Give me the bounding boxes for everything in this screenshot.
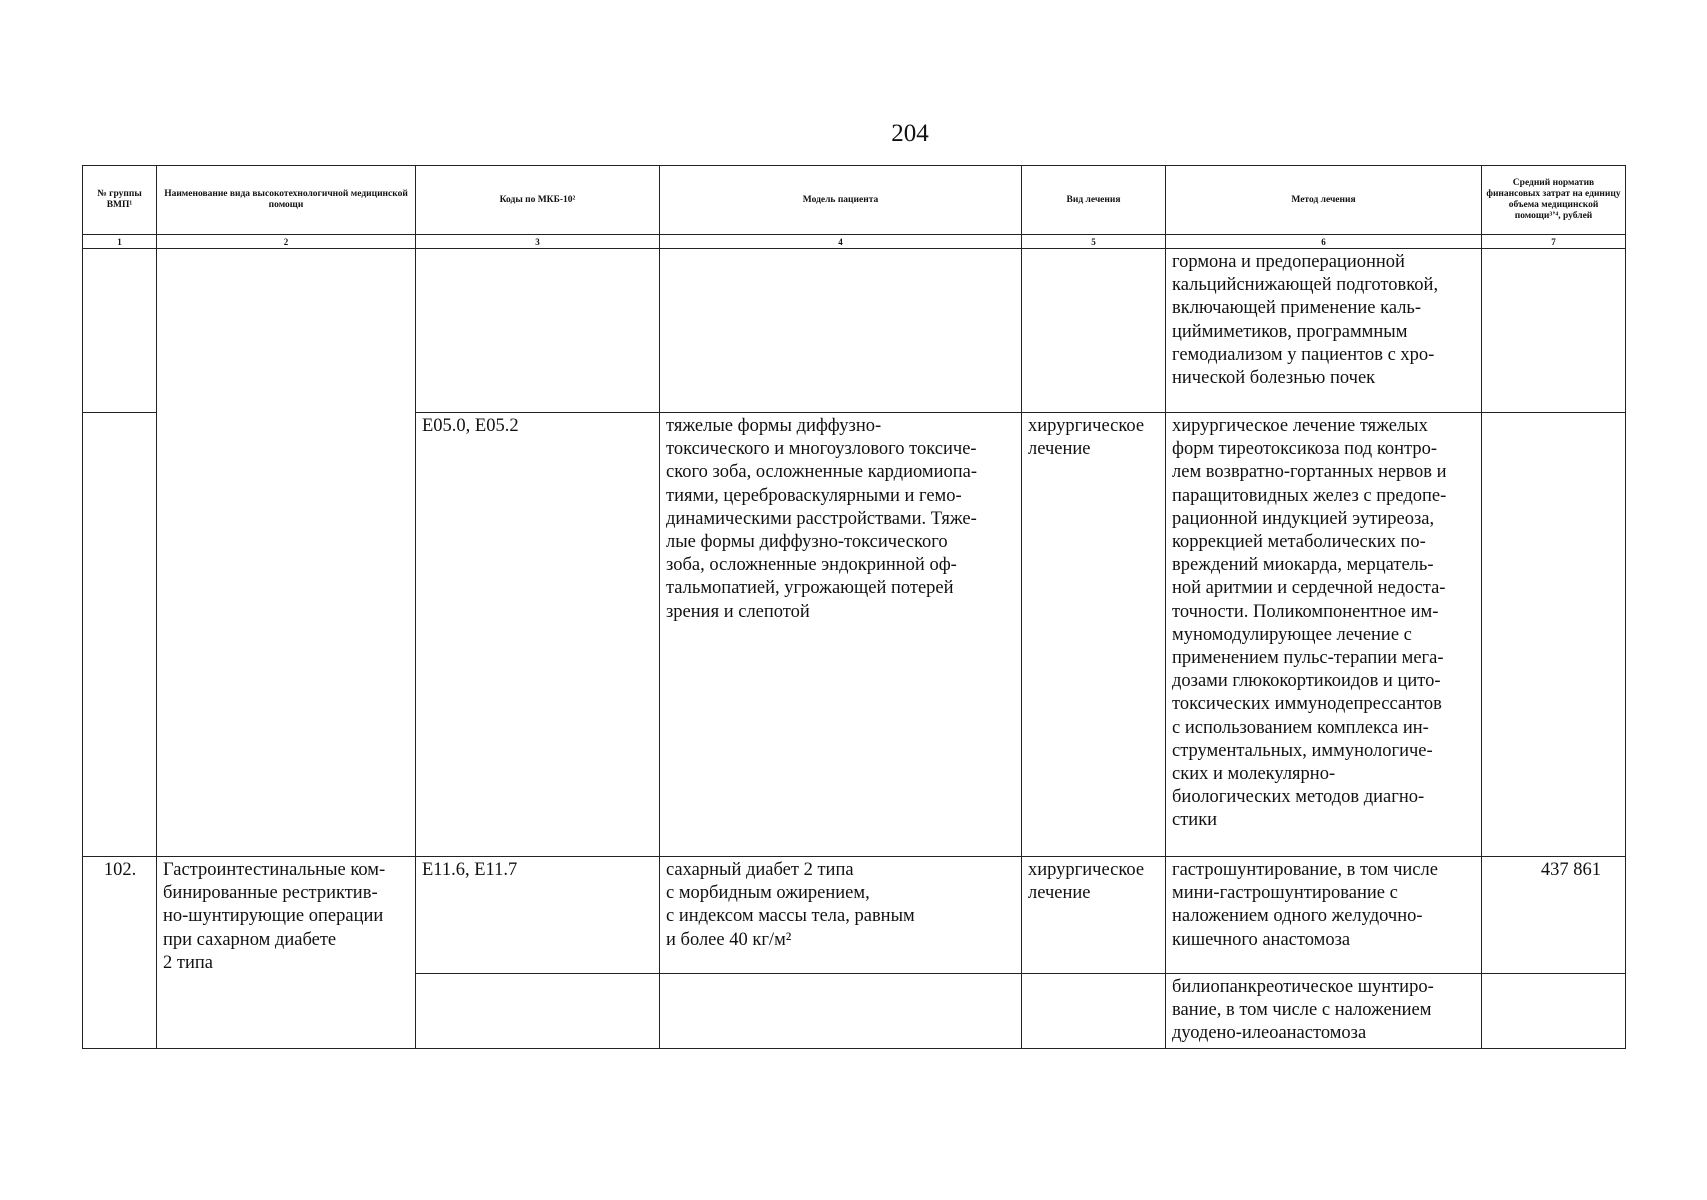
table-row xyxy=(83,857,1626,974)
cell-method: билиопанкреотическое шунтиро- вание, в том числе с наложением дуодено-илеоанастомоза xyxy=(1166,974,1482,1049)
cell-treatment-type: хирургическое лечение xyxy=(1022,857,1166,974)
column-number: 3 xyxy=(416,235,660,249)
header-name: Наименование вида высокотехнологичной медицинской помощи xyxy=(157,166,416,235)
cell-model: сахарный диабет 2 типа с морбидным ожирением, с индексом массы тела, равным и более 40 кг/м² xyxy=(660,857,1022,974)
cell-group-no xyxy=(83,974,157,1049)
header-group-no: № группы ВМП¹ xyxy=(83,166,157,235)
cell-method: гастрошунтирование, в том числе мини-гастрошунтирование с наложением одного желудочно- кишечного анастомоза xyxy=(1166,857,1482,974)
column-number: 2 xyxy=(157,235,416,249)
column-number-row xyxy=(83,235,1626,249)
cell-cost xyxy=(1482,413,1626,857)
cell-group-no xyxy=(83,249,157,413)
header-method: Метод лечения xyxy=(1166,166,1482,235)
header-treatment-type: Вид лечения xyxy=(1022,166,1166,235)
cell-cost xyxy=(1482,249,1626,413)
cell-treatment-type xyxy=(1022,974,1166,1049)
cell-codes xyxy=(416,249,660,413)
column-number: 6 xyxy=(1166,235,1482,249)
header-row xyxy=(83,166,1626,235)
cell-model xyxy=(660,974,1022,1049)
cell-name: Гастроинтестинальные ком- бинированные рестриктив- но-шунтирующие операции при сахарном диабете 2 типа xyxy=(157,857,416,1049)
header-model: Модель пациента xyxy=(660,166,1022,235)
header-cost: Средний норматив финансовых затрат на единицу объема медицинской помощи³ʼ⁴, рублей xyxy=(1482,166,1626,235)
column-number: 4 xyxy=(660,235,1022,249)
table-row xyxy=(83,249,1626,413)
cell-name xyxy=(157,249,416,857)
cell-model: тяжелые формы диффузно- токсического и многоузлового токсиче- ского зоба, осложненные кардиомиопа- тиями, цереброваскулярными и гемо- динамическими расстройствами. Тяже- лые формы диффузно-токсического зоба, осложненные эндокринной оф- тальмопатией, угрожающей потерей зрения и слепотой xyxy=(660,413,1022,857)
column-number: 1 xyxy=(83,235,157,249)
cell-cost xyxy=(1482,974,1626,1049)
column-number: 7 xyxy=(1482,235,1626,249)
column-number: 5 xyxy=(1022,235,1166,249)
cell-group-no xyxy=(83,413,157,857)
cell-group-no: 102. xyxy=(83,857,157,974)
cell-method: гормона и предоперационной кальцийснижающей подготовкой, включающей применение каль- циймиметиков, программным гемодиализом у пациентов с хро- нической болезнью почек xyxy=(1166,249,1482,413)
vmp-table xyxy=(82,165,1626,1049)
page-number: 204 xyxy=(891,120,929,147)
cell-cost: 437 861 xyxy=(1482,857,1626,974)
cell-codes xyxy=(416,974,660,1049)
cell-treatment-type: хирургическое лечение xyxy=(1022,413,1166,857)
cell-treatment-type xyxy=(1022,249,1166,413)
cell-codes: E11.6, E11.7 xyxy=(416,857,660,974)
header-codes: Коды по МКБ-10² xyxy=(416,166,660,235)
cell-model xyxy=(660,249,1022,413)
cell-method: хирургическое лечение тяжелых форм тиреотоксикоза под контро- лем возвратно-гортанных нервов и паращитовидных желез с предопе- рационной индукцией эутиреоза, коррекцией метаболических по- вреждений миокарда, мерцатель- ной аритмии и сердечной недоста- точности. Поликомпонентное им- муномодулирующее лечение с применением пульс-терапии мега- дозами глюкокортикоидов и цито- токсических иммунодепрессантов с использованием комплекса ин- струментальных, иммунологиче- ских и молекулярно- биологических методов диагно- стики xyxy=(1166,413,1482,857)
cell-codes: E05.0, E05.2 xyxy=(416,413,660,857)
